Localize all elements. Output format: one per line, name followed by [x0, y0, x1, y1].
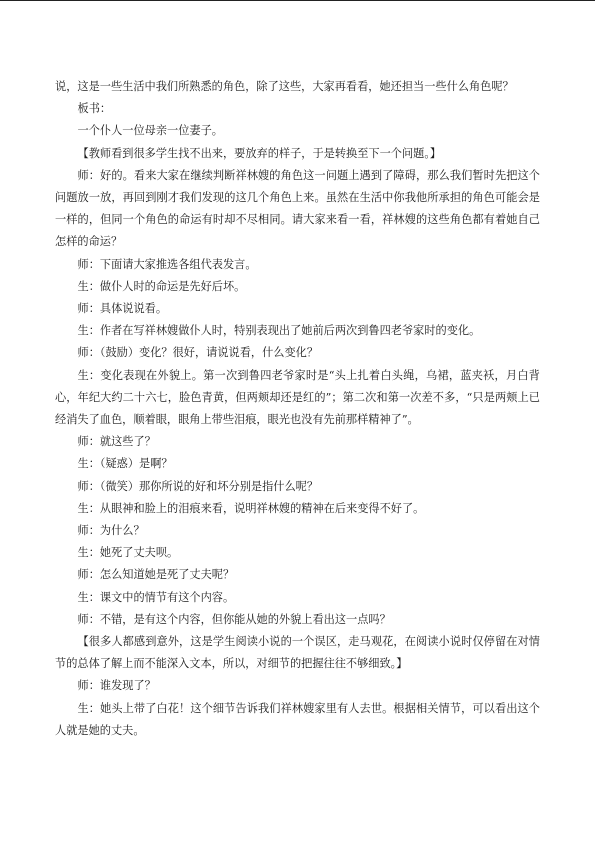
paragraph: 生：从眼神和脸上的泪痕来看，说明祥林嫂的精神在后来变得不好了。 — [77, 501, 425, 515]
paragraph: 生：课文中的情节有这个内容。 — [77, 590, 235, 604]
paragraph: 师：为什么？ — [77, 524, 145, 538]
paragraph: 师：谁发现了？ — [77, 679, 156, 693]
paragraph: 生：她头上带了白花！这个细节告诉我们祥林嫂家里有人去世。根据相关情节，可以看出这个人就是她的丈夫。 — [55, 701, 540, 737]
paragraph: 一个仆人一位母亲一位妻子。 — [77, 124, 223, 138]
paragraph: 师：就这些了？ — [77, 435, 156, 449]
paragraph: 生：她死了丈夫呗。 — [77, 546, 179, 560]
paragraph: 生：作者在写祥林嫂做仆人时，特别表现出了她前后两次到鲁四老爷家时的变化。 — [77, 324, 481, 338]
paragraph: 师：（鼓励）变化？很好，请说说看，什么变化？ — [77, 346, 319, 360]
page-top-border — [0, 0, 595, 1]
paragraph: 师：具体说说看。 — [77, 302, 168, 316]
paragraph: 板书： — [77, 102, 112, 116]
document-page — [55, 76, 540, 742]
paragraph: 师：怎么知道她是死了丈夫呢？ — [77, 568, 235, 582]
paragraph: 生：（疑惑）是啊？ — [77, 457, 173, 471]
paragraph: 师：好的。看来大家在继续判断祥林嫂的角色这一问题上遇到了障碍，那么我们暂时先把这个问题放一放，再回到刚才我们发现的这几个角色上来。虽然在生活中你我他所承担的角色可能会是一样的，但同一个角色的命运有时却不尽相同。请大家来看一看，祥林嫂的这些角色都有着她自己怎样的命运？ — [55, 168, 540, 249]
paragraph: 说，这是一些生活中我们所熟悉的角色，除了这些，大家再看看，她还担当一些什么角色呢？ — [55, 80, 514, 93]
paragraph: 师：（微笑）那你所说的好和坏分别是指什么呢？ — [77, 479, 319, 493]
paragraph: 生：做仆人时的命运是先好后坏。 — [77, 279, 246, 293]
paragraph: 【很多人都感到意外，这是学生阅读小说的一个误区，走马观花，在阅读小说时仅停留在对情节的总体了解上而不能深入文本，所以，对细节的把握往往不够细致。】 — [55, 635, 540, 671]
paragraph: 师：不错，是有这个内容，但你能从她的外貌上看出这一点吗？ — [77, 612, 391, 626]
paragraph: 【教师看到很多学生找不出来，要放弃的样子，于是转换至下一个问题。】 — [77, 146, 442, 160]
paragraph: 师：下面请大家推选各组代表发言。 — [77, 257, 257, 271]
paragraph: 生：变化表现在外貌上。第一次到鲁四老爷家时是“头上扎着白头绳，乌裙，蓝夹袄，月白背心，年纪大约二十六七，脸色青黄，但两颊却还是红的”；第二次和第一次差不多，“只是两颊上已经消失了血色，顺着眼，眼角上带些泪痕，眼光也没有先前那样精神了”。 — [55, 368, 540, 427]
